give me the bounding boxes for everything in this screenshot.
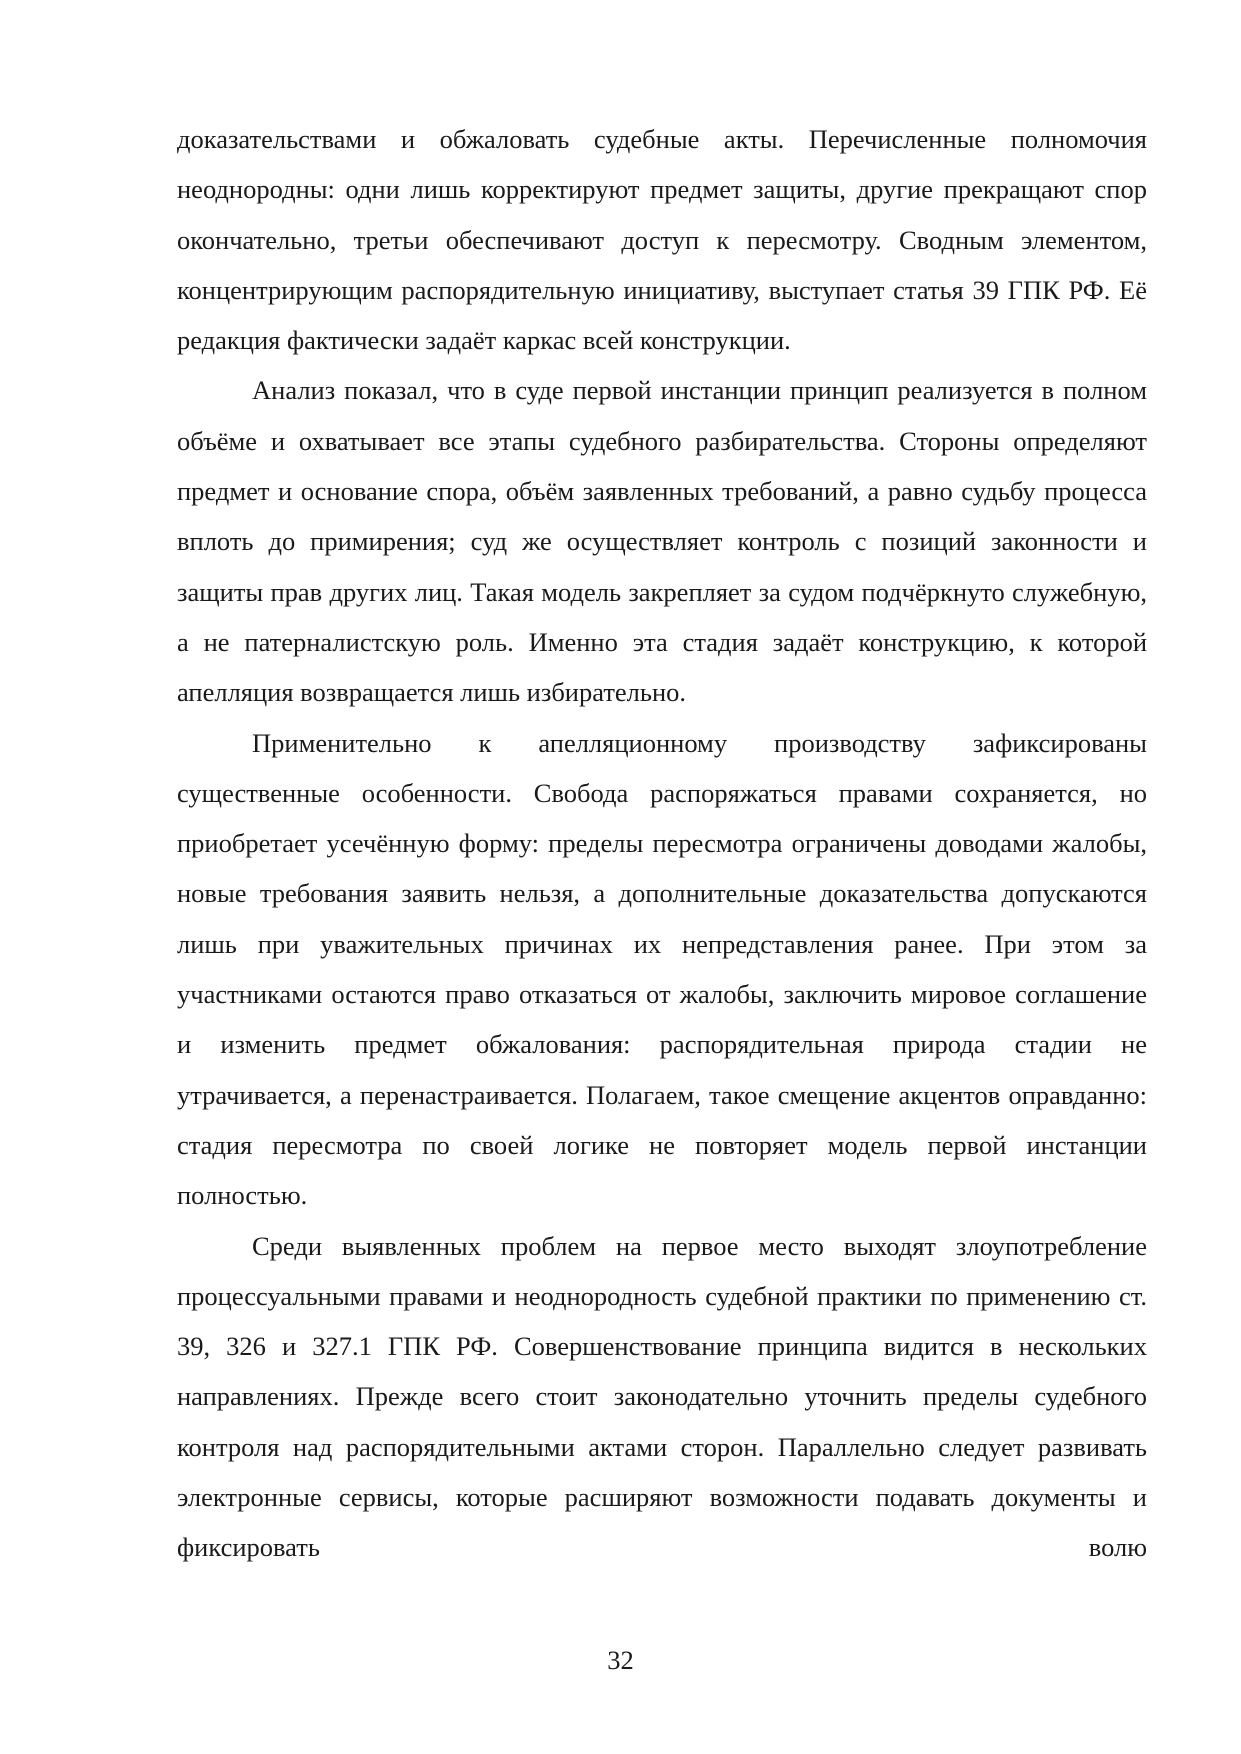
page-number: 32 <box>607 1645 634 1675</box>
paragraph-first-instance: Анализ показал, что в суде первой инстанции принцип реализуется в полном объёме и охватывает все этапы судебного разбирательства. Стороны определяют предмет и основание спора, объём заявленных требований, а равно судьбу процесса вплоть до примирения; суд же осуществляет контроль с позиций законности и защиты прав других лиц. Такая модель закрепляет за судом подчёркнуто служебную, а не патерналистскую роль. Именно эта стадия задаёт конструкцию, к которой апелляция возвращается лишь избирательно. <box>177 375 1147 708</box>
paragraph-appeal: Применительно к апелляционному производству зафиксированы существенные особенности. Свобода распоряжаться правами сохраняется, но приобретает усечённую форму: пределы пересмотра ограничены доводами жалобы, новые требования заявить нельзя, а дополнительные доказательства допускаются лишь при уважительных причинах их непредставления ранее. При этом за участниками остаются право отказаться от жалобы, заключить мировое соглашение и изменить предмет обжалования: распорядительная природа стадии не утрачивается, а перенастраивается. Полагаем, такое смещение акцентов оправданно: стадия пересмотра по своей логике не повторяет модель первой инстанции полностью. <box>177 727 1147 1211</box>
body-text <box>177 114 1147 1573</box>
paragraph-continuation: доказательствами и обжаловать судебные акты. Перечисленные полномочия неоднородны: одни лишь корректируют предмет защиты, другие прекращают спор окончательно, третьи обеспечивают доступ к пересмотру. Сводным элементом, концентрирующим распорядительную инициативу, выступает статья 39 ГПК РФ. Её редакция фактически задаёт каркас всей конструкции. <box>177 124 1147 356</box>
paragraph-problems: Среди выявленных проблем на первое место выходят злоупотребление процессуальными правами и неоднородность судебной практики по применению ст. 39, 326 и 327.1 ГПК РФ. Совершенствование принципа видится в нескольких направлениях. Прежде всего стоит законодательно уточнить пределы судебного контроля над распорядительными актами сторон. Параллельно следует развивать электронные сервисы, которые расширяют возможности подавать документы и фиксировать волю <box>177 1230 1147 1563</box>
